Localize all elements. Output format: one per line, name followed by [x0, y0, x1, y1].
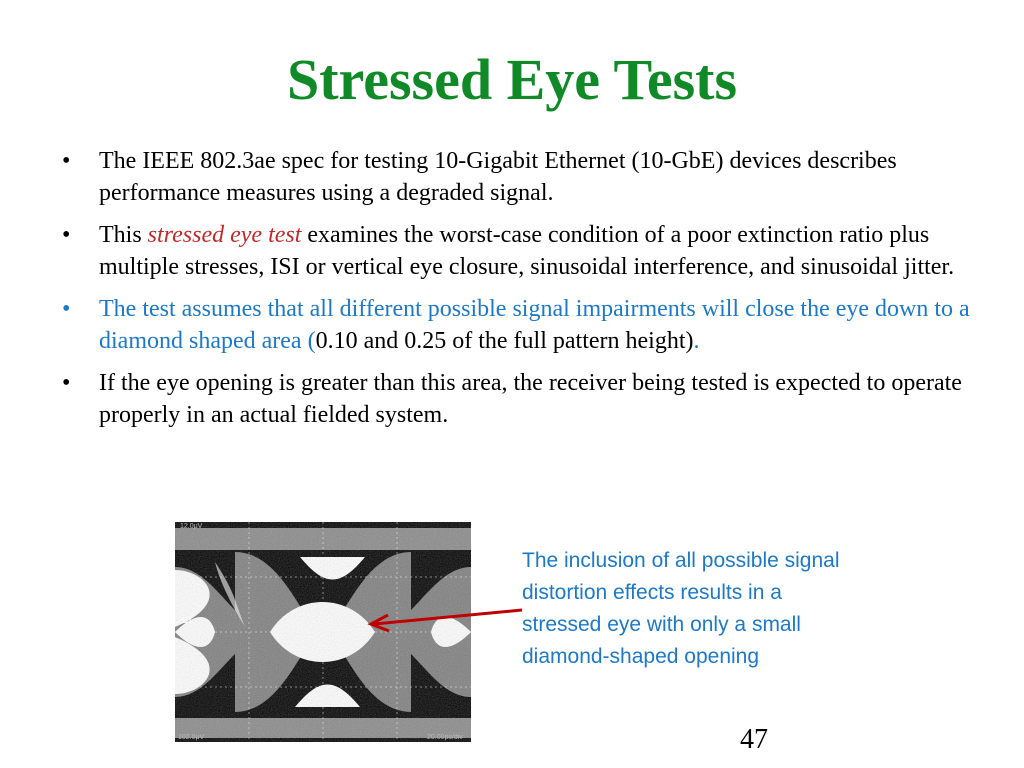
eye-bottom-right-label: 20.00ps/div — [427, 734, 463, 741]
bullet-text-suffix: examines the worst-case condition of a poor extinction ratio plus multiple stresses, ISI or vertical eye closure, sinusoidal interference, and sinusoidal jitter. — [99, 222, 955, 280]
eye-bottom-left-label: 102.0μV — [178, 734, 205, 741]
eye-top-label: 12.0μV — [180, 523, 203, 530]
bullet-marker: • — [62, 370, 71, 396]
bullet-highlight: stressed eye test — [147, 222, 302, 248]
page-number: 47 — [740, 724, 768, 755]
eye-channel-label: C1 — [182, 616, 193, 625]
bullet-text-blue: The test assumes that all different possible signal impairments will close the eye down to a diamond shaped area ( — [99, 296, 970, 354]
image-caption — [522, 545, 942, 673]
caption-line: diamond-shaped opening — [522, 645, 760, 668]
bullet-item — [50, 219, 985, 283]
bullet-marker: • — [62, 222, 71, 248]
bullet-list — [50, 145, 985, 441]
bullet-text-prefix: This — [99, 222, 148, 248]
pointer-arrow — [360, 600, 530, 640]
bullet-text: The IEEE 802.3ae spec for testing 10-Gigabit Ethernet (10-GbE) devices describes performance measures using a degraded signal. — [99, 148, 897, 206]
bullet-marker: • — [62, 296, 71, 322]
caption-line: distortion effects results in a — [522, 581, 782, 604]
bullet-text: If the eye opening is greater than this area, the receiver being tested is expected to operate properly in an actual fielded system. — [99, 370, 962, 428]
caption-line: stressed eye with only a small — [522, 613, 801, 636]
bullet-marker: • — [62, 148, 71, 174]
bullet-item — [50, 367, 985, 431]
bullet-item — [50, 293, 985, 357]
bullet-text-black: 0.10 and 0.25 of the full pattern height) — [315, 328, 694, 354]
slide-title: Stressed Eye Tests — [286, 47, 738, 112]
bullet-item — [50, 145, 985, 209]
bullet-text-blue-end: . — [693, 328, 700, 354]
caption-line: The inclusion of all possible signal — [522, 549, 840, 572]
